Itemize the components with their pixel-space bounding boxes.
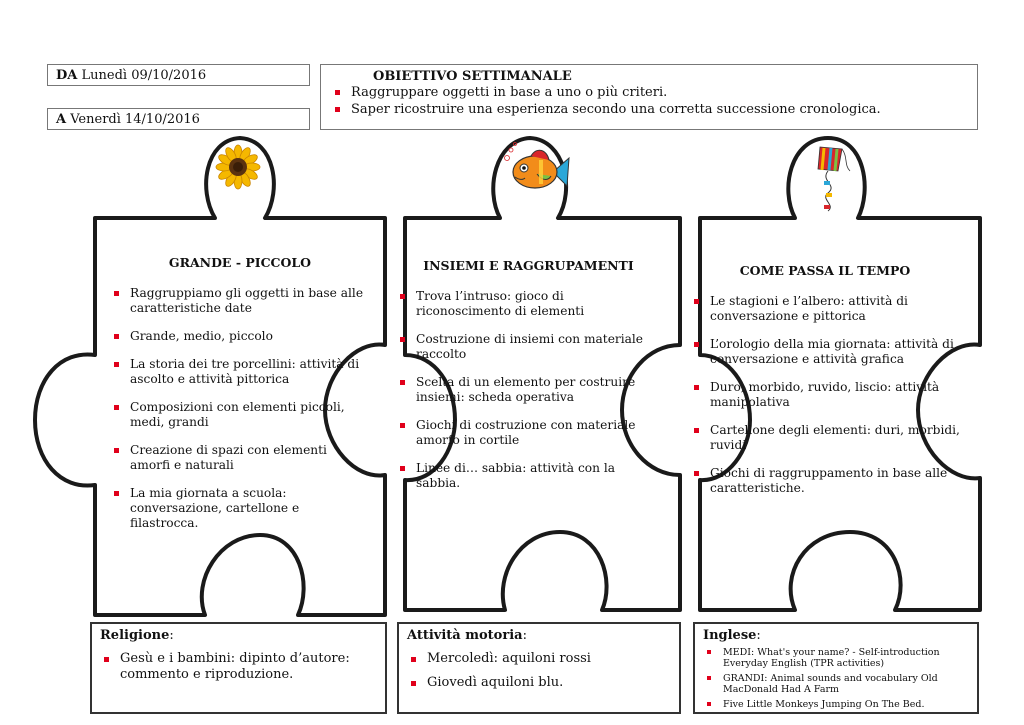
list-item: Trova l’intruso: gioco di riconoscimento di elementi: [396, 289, 661, 319]
column-list: [690, 294, 960, 496]
list-item: Le stagioni e l’albero: attività di conversazione e pittorica: [690, 294, 960, 324]
list-item: Mercoledì: aquiloni rossi: [407, 651, 671, 667]
list-item: La storia dei tre porcellini: attività di ascolto e attività pittorica: [110, 357, 370, 387]
list-item: Composizioni con elementi piccoli, medi, grandi: [110, 400, 370, 430]
list-item: Grande, medio, piccolo: [110, 329, 370, 344]
list-item: Creazione di spazi con elementi amorfi e naturali: [110, 443, 370, 473]
list-item: Cartellone degli elementi: duri, morbidi, ruvidi: [690, 423, 960, 453]
list-item: Duro, morbido, ruvido, liscio: attività manipolativa: [690, 380, 960, 410]
list-item: Gesù e i bambini: dipinto d’autore: commento e riproduzione.: [100, 651, 377, 683]
inglese-box: Inglese: MEDI: What's your name? - Self-introduction Everyday English (TPR activities) GRANDI: Animal sounds and vocabulary Old MacDonald Had A Farm Five Little Monkeys Jumping On The Bed.: [693, 622, 979, 714]
column-insiemi: [396, 258, 661, 491]
date-from-label: DA: [56, 68, 78, 83]
date-to-value: Venerdì 14/10/2016: [70, 112, 200, 127]
list-item: Scelta di un elemento per costruire insiemi: scheda operativa: [396, 375, 661, 405]
column-grande-piccolo: [110, 255, 370, 531]
list-item: Giovedì aquiloni blu.: [407, 675, 671, 691]
list-item: GRANDI: Animal sounds and vocabulary Old MacDonald Had A Farm: [703, 673, 969, 695]
religione-list: [100, 651, 377, 683]
column-title: COME PASSA IL TEMPO: [739, 263, 911, 278]
motoria-list: [407, 651, 671, 691]
date-from-value: Lunedì 09/10/2016: [81, 68, 207, 83]
religione-title: Religione: [100, 628, 170, 643]
column-list: [396, 289, 661, 491]
motoria-box: Attività motoria: Mercoledì: aquiloni rossi Giovedì aquiloni blu.: [397, 622, 681, 714]
objective-title: OBIETTIVO SETTIMANALE: [373, 69, 572, 84]
objective-item: Raggruppare oggetti in base a uno o più criteri.: [331, 84, 967, 101]
column-title: INSIEMI E RAGGRUPAMENTI: [423, 258, 634, 273]
list-item: La mia giornata a scuola: conversazione, cartellone e filastrocca.: [110, 486, 370, 531]
date-to-label: A: [56, 112, 67, 127]
column-title: GRANDE - PICCOLO: [168, 255, 312, 270]
objective-item: Saper ricostruire una esperienza secondo una corretta successione cronologica.: [331, 101, 967, 118]
list-item: MEDI: What's your name? - Self-introduction Everyday English (TPR activities): [703, 647, 969, 669]
list-item: Giochi di raggruppamento in base alle caratteristiche.: [690, 466, 960, 496]
inglese-title: Inglese: [703, 628, 757, 643]
column-list: [110, 286, 370, 531]
column-tempo: [690, 263, 960, 496]
list-item: L’orologio della mia giornata: attività di conversazione e attività grafica: [690, 337, 960, 367]
religione-box: Religione: Gesù e i bambini: dipinto d’autore: commento e riproduzione.: [90, 622, 387, 714]
list-item: Costruzione di insiemi con materiale raccolto: [396, 332, 661, 362]
motoria-title: Attività motoria: [407, 628, 523, 643]
list-item: Five Little Monkeys Jumping On The Bed.: [703, 699, 969, 710]
list-item: Linee di… sabbia: attività con la sabbia.: [396, 461, 661, 491]
list-item: Raggruppiamo gli oggetti in base alle caratteristiche date: [110, 286, 370, 316]
list-item: Giochi di costruzione con materiale amorfo in cortile: [396, 418, 661, 448]
inglese-list: [703, 647, 969, 710]
